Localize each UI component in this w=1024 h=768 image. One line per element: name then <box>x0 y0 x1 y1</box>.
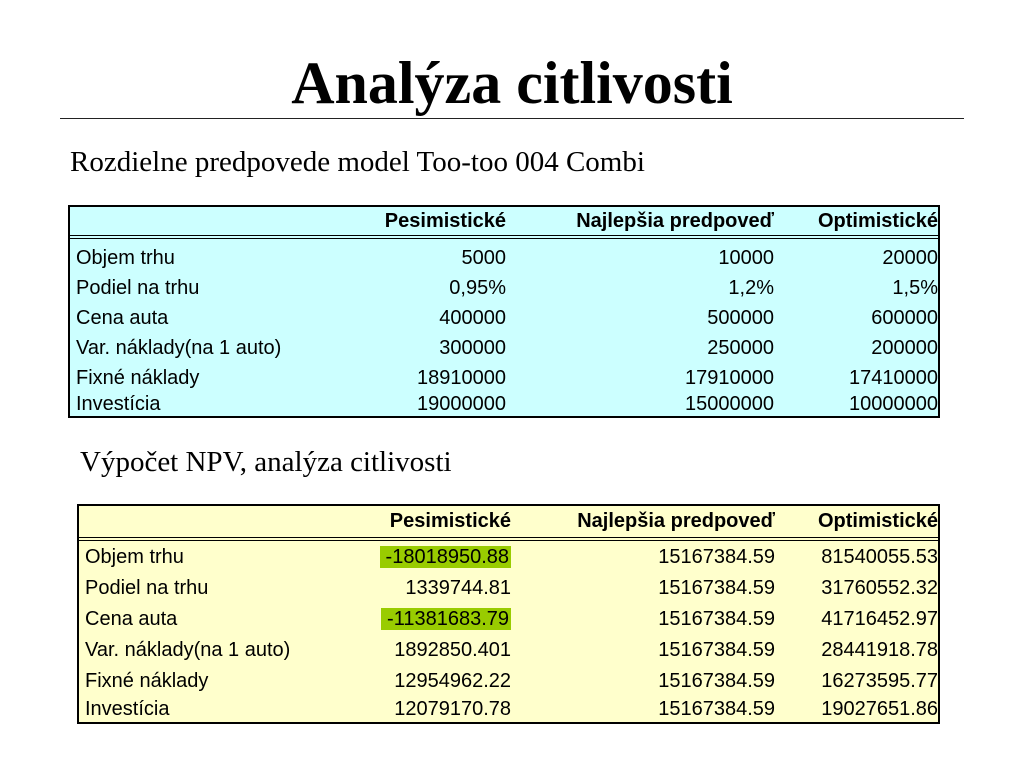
table-cell: 1892850.401 <box>394 639 511 661</box>
header-cell-best-estimate: Najlepšia predpoveď <box>577 510 775 532</box>
table-cell: 1,2% <box>728 277 774 299</box>
header-cell-optimistic: Optimistické <box>817 510 938 532</box>
row-label: Podiel na trhu <box>76 277 200 299</box>
table-cell: 19027651.86 <box>821 698 938 720</box>
row-label: Fixné náklady <box>85 670 209 692</box>
table-cell: 300000 <box>439 337 506 359</box>
table-cell <box>347 542 511 572</box>
header-cell-label <box>85 506 355 537</box>
table-cell <box>347 604 511 634</box>
table-cell: 12079170.78 <box>394 698 511 720</box>
table-cell: 18910000 <box>417 367 506 389</box>
npv-sensitivity-table <box>77 504 940 724</box>
slide-title: Analýza citlivosti <box>291 50 733 116</box>
row-label: Var. náklady(na 1 auto) <box>85 639 291 661</box>
npv-table-caption: Výpočet NPV, analýza citlivosti <box>80 446 452 478</box>
table-cell: 200000 <box>871 337 938 359</box>
header-cell-pessimistic: Pesimistické <box>384 210 506 232</box>
table-cell: 20000 <box>882 247 938 269</box>
row-label: Investícia <box>85 698 170 720</box>
table-cell: 15167384.59 <box>658 698 775 720</box>
header-cell-pessimistic: Pesimistické <box>389 510 511 532</box>
table-cell: 1,5% <box>892 277 938 299</box>
row-label: Cena auta <box>76 307 169 329</box>
table-cell: 31760552.32 <box>821 577 938 599</box>
table-cell: 12954962.22 <box>394 670 511 692</box>
row-label: Cena auta <box>85 608 178 630</box>
table-cell: 15167384.59 <box>658 608 775 630</box>
table-cell: 17910000 <box>685 367 774 389</box>
table-cell: 15000000 <box>685 393 774 415</box>
table-cell: 81540055.53 <box>821 546 938 568</box>
table-cell: 1339744.81 <box>405 577 511 599</box>
table-cell: 5000 <box>461 247 506 269</box>
title-divider <box>60 118 964 119</box>
table-cell: 0,95% <box>449 277 506 299</box>
table-cell: 28441918.78 <box>821 639 938 661</box>
table-cell: 10000000 <box>849 393 938 415</box>
forecast-table-caption: Rozdielne predpovede model Too-too 004 Combi <box>70 146 645 178</box>
table-cell: 19000000 <box>417 393 506 415</box>
row-label: Fixné náklady <box>76 367 200 389</box>
table-cell: 400000 <box>439 307 506 329</box>
header-cell-optimistic: Optimistické <box>817 210 938 232</box>
highlighted-negative-npv: -18018950.88 <box>380 546 511 568</box>
table-cell: 250000 <box>707 337 774 359</box>
header-cell-best-estimate: Najlepšia predpoveď <box>576 210 774 232</box>
row-label: Investícia <box>76 393 161 415</box>
table-cell: 600000 <box>871 307 938 329</box>
row-label: Objem trhu <box>85 546 184 568</box>
header-cell-label <box>76 207 346 235</box>
table-cell: 15167384.59 <box>658 639 775 661</box>
highlighted-negative-npv: -11381683.79 <box>381 608 511 630</box>
table-cell: 16273595.77 <box>821 670 938 692</box>
table-header-row <box>79 506 938 541</box>
table-cell: 15167384.59 <box>658 577 775 599</box>
row-label: Var. náklady(na 1 auto) <box>76 337 282 359</box>
table-cell: 500000 <box>707 307 774 329</box>
table-header-row <box>70 207 938 239</box>
table-cell: 41716452.97 <box>821 608 938 630</box>
row-label: Objem trhu <box>76 247 175 269</box>
table-cell: 15167384.59 <box>658 546 775 568</box>
table-cell: 17410000 <box>849 367 938 389</box>
forecast-table <box>68 205 940 418</box>
row-label: Podiel na trhu <box>85 577 209 599</box>
table-cell: 15167384.59 <box>658 670 775 692</box>
table-cell: 10000 <box>718 247 774 269</box>
